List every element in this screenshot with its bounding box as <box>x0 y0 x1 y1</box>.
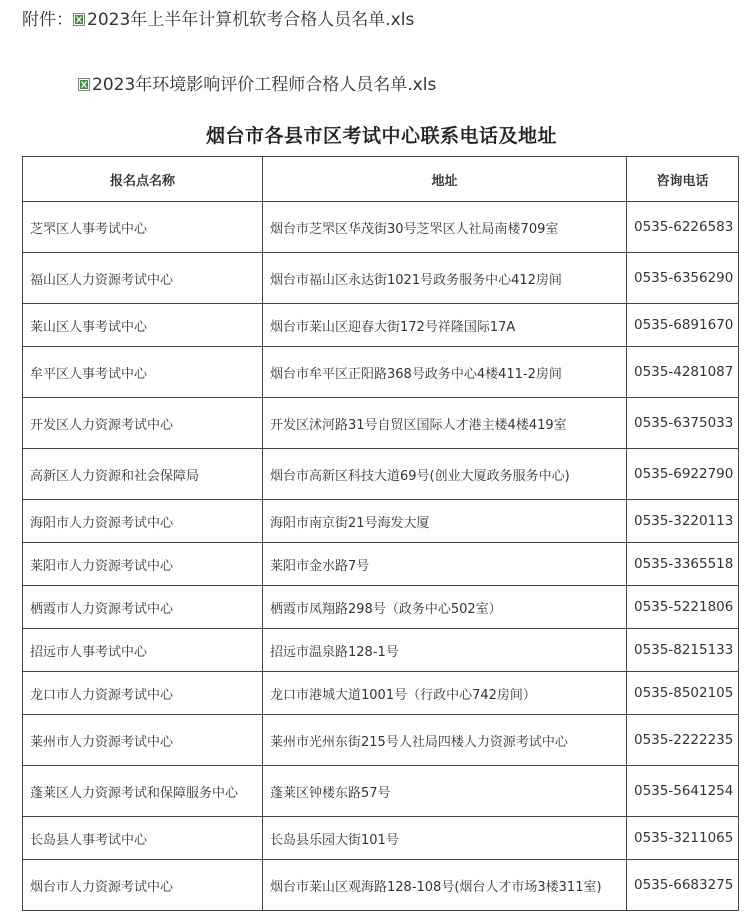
table-row <box>23 629 739 672</box>
address: 烟台市福山区永达街1021号政务服务中心412房间 <box>263 253 627 304</box>
phone: 0535-3211065 <box>627 817 739 860</box>
table-row <box>23 202 739 253</box>
table-row <box>23 586 739 629</box>
table-row <box>23 347 739 398</box>
site-name: 蓬莱区人力资源考试和保障服务中心 <box>23 766 263 817</box>
phone: 0535-4281087 <box>627 347 739 398</box>
table-row <box>23 398 739 449</box>
table-row <box>23 500 739 543</box>
table-row <box>23 449 739 500</box>
phone: 0535-6226583 <box>627 202 739 253</box>
phone: 0535-5641254 <box>627 766 739 817</box>
attachment-line-2 <box>78 74 436 96</box>
address: 长岛县乐园大街101号 <box>263 817 627 860</box>
attachment-link-eia-engineer[interactable] <box>78 75 436 95</box>
address: 海阳市南京街21号海发大厦 <box>263 500 627 543</box>
table-row <box>23 817 739 860</box>
phone: 0535-8502105 <box>627 672 739 715</box>
phone: 0535-6922790 <box>627 449 739 500</box>
phone: 0535-6683275 <box>627 860 739 911</box>
phone: 0535-6356290 <box>627 253 739 304</box>
phone: 0535-6891670 <box>627 304 739 347</box>
site-name: 高新区人力资源和社会保障局 <box>23 449 263 500</box>
address: 招远市温泉路128-1号 <box>263 629 627 672</box>
table-row <box>23 543 739 586</box>
page-title: 烟台市各县市区考试中心联系电话及地址 <box>205 125 557 147</box>
site-name: 栖霞市人力资源考试中心 <box>23 586 263 629</box>
excel-file-icon <box>73 13 85 26</box>
header-address: 地址 <box>263 157 627 202</box>
address: 开发区沭河路31号自贸区国际人才港主楼4楼419室 <box>263 398 627 449</box>
site-name: 龙口市人力资源考试中心 <box>23 672 263 715</box>
site-name: 开发区人力资源考试中心 <box>23 398 263 449</box>
attachment-filename: 2023年上半年计算机软考合格人员名单.xls <box>87 10 415 30</box>
attachment-line-1 <box>22 9 414 31</box>
header-site-name: 报名点名称 <box>23 157 263 202</box>
table-row <box>23 253 739 304</box>
address: 栖霞市凤翔路298号（政务中心502室） <box>263 586 627 629</box>
contacts-table <box>22 156 739 911</box>
phone: 0535-8215133 <box>627 629 739 672</box>
table-header-row <box>23 157 739 202</box>
address: 莱州市光州东街215号人社局四楼人力资源考试中心 <box>263 715 627 766</box>
address: 烟台市莱山区观海路128-108号(烟台人才市场3楼311室) <box>263 860 627 911</box>
table-row <box>23 860 739 911</box>
site-name: 烟台市人力资源考试中心 <box>23 860 263 911</box>
address: 龙口市港城大道1001号（行政中心742房间） <box>263 672 627 715</box>
site-name: 福山区人力资源考试中心 <box>23 253 263 304</box>
site-name: 莱阳市人力资源考试中心 <box>23 543 263 586</box>
address: 莱阳市金水路7号 <box>263 543 627 586</box>
excel-file-icon <box>78 78 90 91</box>
table-row <box>23 766 739 817</box>
site-name: 芝罘区人事考试中心 <box>23 202 263 253</box>
attachment-link-soft-exam[interactable] <box>73 10 414 30</box>
address: 烟台市莱山区迎春大街172号祥隆国际17A <box>263 304 627 347</box>
phone: 0535-6375033 <box>627 398 739 449</box>
address: 蓬莱区钟楼东路57号 <box>263 766 627 817</box>
site-name: 海阳市人力资源考试中心 <box>23 500 263 543</box>
phone: 0535-3220113 <box>627 500 739 543</box>
site-name: 长岛县人事考试中心 <box>23 817 263 860</box>
table-row <box>23 672 739 715</box>
table-row <box>23 304 739 347</box>
address: 烟台市芝罘区华茂街30号芝罘区人社局南楼709室 <box>263 202 627 253</box>
table-row <box>23 715 739 766</box>
phone: 0535-2222235 <box>627 715 739 766</box>
site-name: 莱山区人事考试中心 <box>23 304 263 347</box>
site-name: 牟平区人事考试中心 <box>23 347 263 398</box>
address: 烟台市牟平区正阳路368号政务中心4楼411-2房间 <box>263 347 627 398</box>
attachment-filename: 2023年环境影响评价工程师合格人员名单.xls <box>92 75 437 95</box>
attachment-prefix: 附件： <box>22 10 73 30</box>
site-name: 招远市人事考试中心 <box>23 629 263 672</box>
header-phone: 咨询电话 <box>627 157 739 202</box>
address: 烟台市高新区科技大道69号(创业大厦政务服务中心) <box>263 449 627 500</box>
phone: 0535-5221806 <box>627 586 739 629</box>
phone: 0535-3365518 <box>627 543 739 586</box>
site-name: 莱州市人力资源考试中心 <box>23 715 263 766</box>
